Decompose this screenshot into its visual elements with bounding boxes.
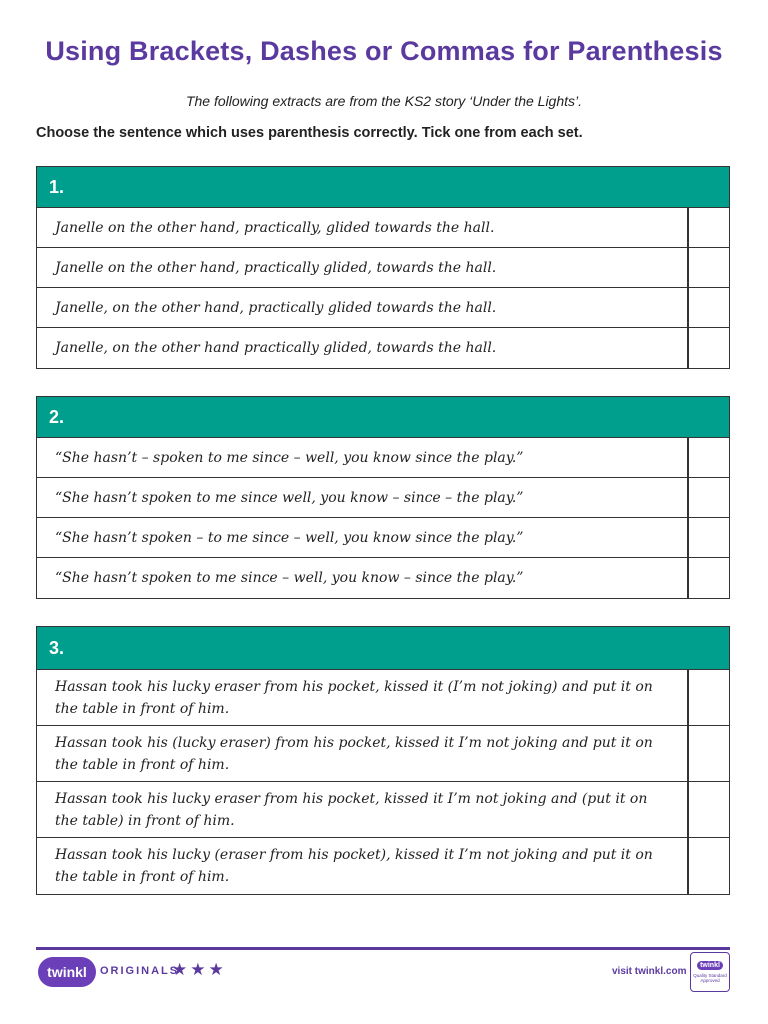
set-header: 1.: [37, 167, 729, 208]
instruction: Choose the sentence which uses parenthesis correctly. Tick one from each set.: [36, 125, 583, 141]
tick-box[interactable]: [687, 782, 729, 837]
set-header: 2.: [37, 397, 729, 438]
option-row: [37, 248, 729, 288]
tick-box[interactable]: [687, 558, 729, 598]
tick-box[interactable]: [687, 328, 729, 368]
subtitle: The following extracts are from the KS2 story ‘Under the Lights’.: [185, 93, 583, 109]
quality-badge-icon: [690, 952, 730, 992]
tick-box[interactable]: [687, 248, 729, 287]
twinkl-logo[interactable]: twinkl: [38, 957, 96, 987]
option-text: “She hasn’t spoken to me since well, you know – since – the play.”: [55, 489, 524, 506]
option-text: Hassan took his lucky (eraser from his pocket), kissed it I’m not joking and put it on the table in front of him.: [55, 847, 653, 885]
option-text: Hassan took his (lucky eraser) from his pocket, kissed it I’m not joking and put it on the table in front of him.: [55, 734, 653, 773]
footer-divider: [36, 947, 730, 950]
question-set-1: [36, 166, 730, 369]
tick-box[interactable]: [687, 438, 729, 477]
option-row: [37, 782, 729, 838]
option-row: [37, 670, 729, 726]
question-set-3: [36, 626, 730, 895]
option-row: [37, 558, 729, 598]
option-text: “She hasn’t spoken – to me since – well, you know since the play.”: [55, 529, 524, 546]
tick-box[interactable]: [687, 288, 729, 327]
tick-box[interactable]: [687, 518, 729, 557]
tick-box[interactable]: [687, 208, 729, 247]
option-row: [37, 838, 729, 894]
option-text: Hassan took his lucky eraser from his pocket, kissed it (I’m not joking) and put it on the table in front of him.: [55, 678, 653, 717]
tick-box[interactable]: [687, 726, 729, 781]
page-title: Using Brackets, Dashes or Commas for Parenthesis: [45, 36, 723, 66]
option-row: [37, 438, 729, 478]
option-text: Janelle on the other hand, practically glided, towards the hall.: [55, 259, 497, 276]
option-text: “She hasn’t – spoken to me since – well, you know since the play.”: [55, 449, 524, 466]
option-text: “She hasn’t spoken to me since – well, you know – since the play.”: [55, 570, 524, 586]
tick-box[interactable]: [687, 478, 729, 517]
option-row: [37, 288, 729, 328]
visit-link[interactable]: visit twinkl.com: [612, 966, 687, 977]
option-text: Janelle, on the other hand practically glided, towards the hall.: [55, 340, 497, 356]
tick-box[interactable]: [687, 838, 729, 894]
originals-label: ORIGINALS: [100, 965, 180, 977]
option-row: [37, 328, 729, 368]
set-header: 3.: [37, 627, 729, 670]
option-row: [37, 208, 729, 248]
question-set-2: [36, 396, 730, 599]
option-row: [37, 518, 729, 558]
badge-logo: twinkl: [697, 961, 723, 970]
option-text: Hassan took his lucky eraser from his pocket, kissed it I’m not joking and (put it on the table) in front of him.: [55, 790, 648, 829]
tick-box[interactable]: [687, 670, 729, 725]
option-row: [37, 478, 729, 518]
option-text: Janelle on the other hand, practically, glided towards the hall.: [55, 219, 495, 236]
badge-caption: Quality Standard Approved: [693, 973, 727, 983]
star-rating-icon: ★★★: [172, 960, 227, 979]
option-text: Janelle, on the other hand, practically glided towards the hall.: [55, 299, 497, 316]
option-row: [37, 726, 729, 782]
